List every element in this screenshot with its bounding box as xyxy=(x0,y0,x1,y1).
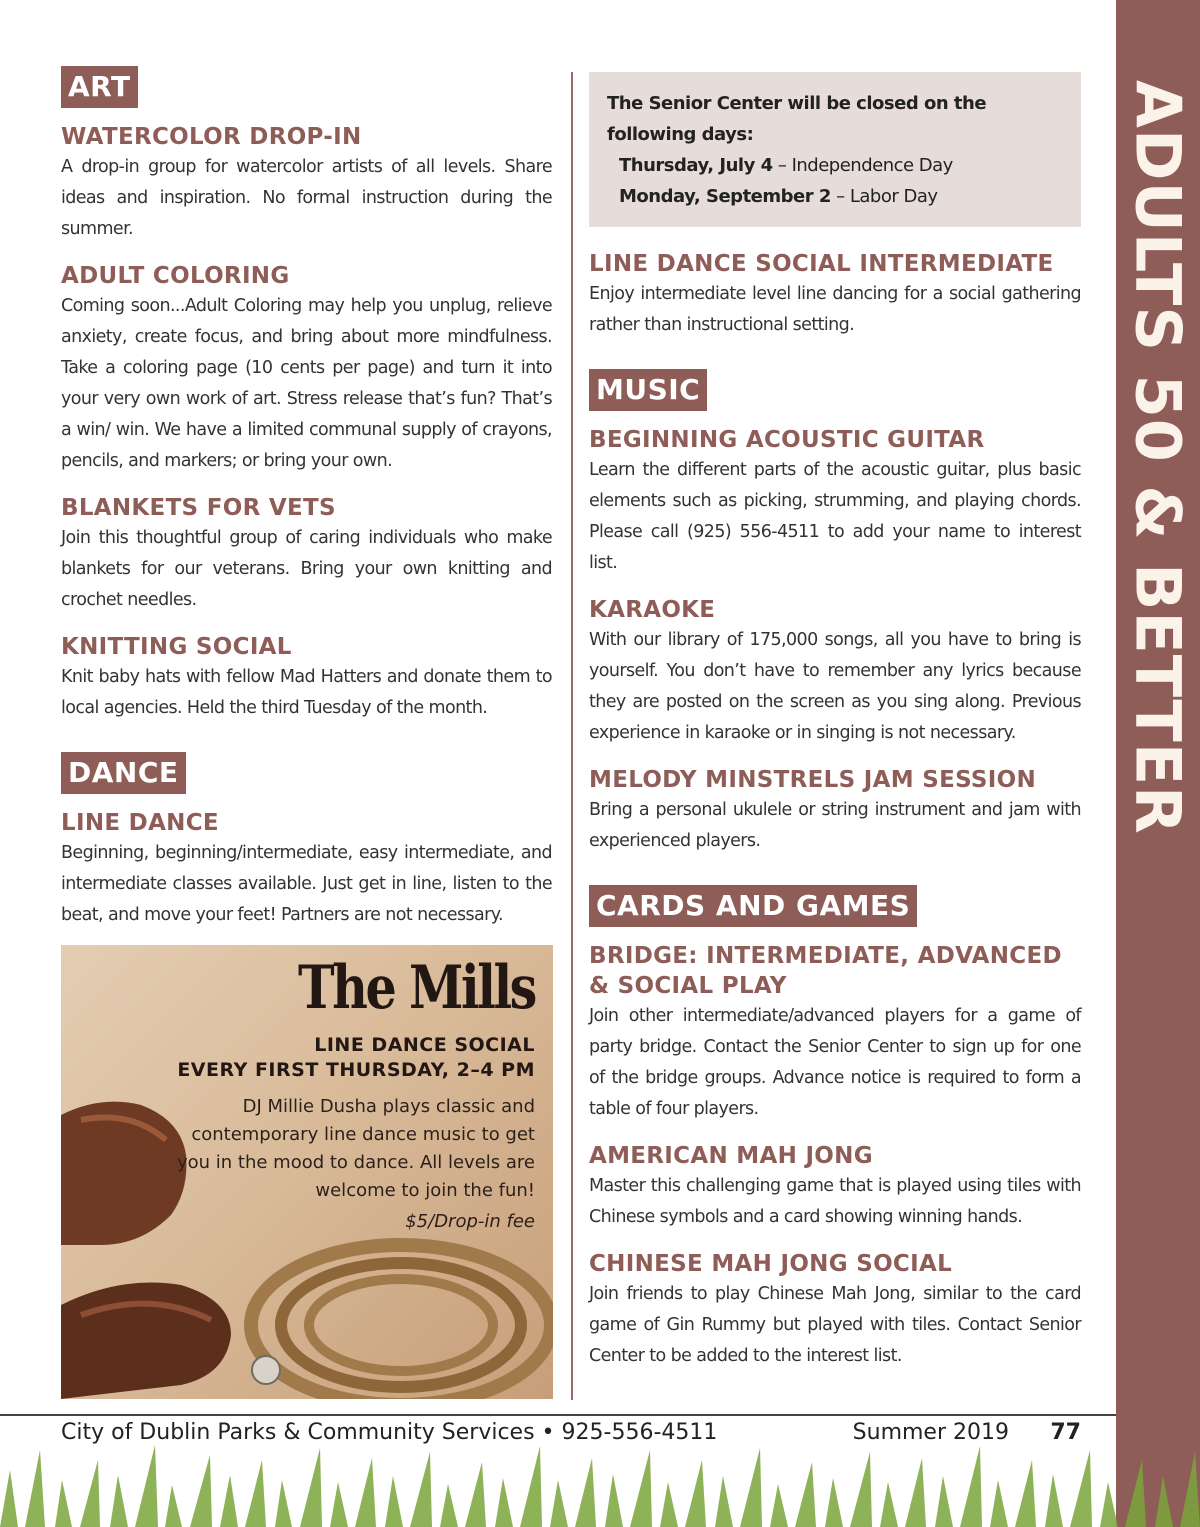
text-guitar: Learn the different parts of the acoustic guitar, plus basic elements such as picking, strumming, and playing chords. Please call (925) 556-4511 to add your name to interest list. xyxy=(589,460,1081,573)
page-number: 77 xyxy=(1050,1420,1081,1445)
column-divider xyxy=(571,72,573,1400)
ad-subtitle-line-2: EVERY FIRST THURSDAY, 2–4 PM xyxy=(177,1059,535,1081)
footer-rule xyxy=(0,1414,1116,1416)
section-label-art: ART xyxy=(61,66,138,108)
the-mills-ad xyxy=(61,945,553,1399)
heading-knitting: KNITTING SOCIAL xyxy=(61,634,292,660)
ad-subtitle-line-1: LINE DANCE SOCIAL xyxy=(314,1034,535,1056)
heading-chinese-mah-jong: CHINESE MAH JONG SOCIAL xyxy=(589,1251,953,1277)
notice-title: The Senior Center will be closed on the following days: xyxy=(607,93,987,145)
footer xyxy=(61,1420,1081,1452)
heading-blankets: BLANKETS FOR VETS xyxy=(61,495,336,521)
heading-adult-coloring: ADULT COLORING xyxy=(61,263,290,289)
section-label-dance: DANCE xyxy=(61,752,186,794)
text-chinese-mah-jong: Join friends to play Chinese Mah Jong, similar to the card game of Gin Rummy but played with tiles. Contact Senior Center to be added to the interest list. xyxy=(589,1284,1081,1366)
text-adult-coloring: Coming soon...Adult Coloring may help you unplug, relieve anxiety, create focus, and bring about more mindfulness. Take a coloring page (10 cents per page) and turn it into your very own work of art. Stress release that’s fun? That’s a win/ win. We have a limited communal supply of crayons, pencils, and markers; or bring your own. xyxy=(61,296,552,471)
text-line-dance-social: Enjoy intermediate level line dancing for a social gathering rather than instructional setting. xyxy=(589,284,1081,335)
heading-karaoke: KARAOKE xyxy=(589,597,716,623)
notice-date: Thursday, July 4 xyxy=(619,155,773,176)
section-label-cards: CARDS AND GAMES xyxy=(589,885,917,927)
heading-american-mah-jong: AMERICAN MAH JONG xyxy=(589,1143,873,1169)
closure-notice xyxy=(589,72,1081,227)
text-blankets: Join this thoughtful group of caring individuals who make blankets for our veterans. Bring your own knitting and crochet needles. xyxy=(61,528,552,610)
notice-event: – Labor Day xyxy=(830,186,938,207)
text-karaoke: With our library of 175,000 songs, all you have to bring is yourself. You don’t have to remember any lyrics because they are posted on the screen as you sing along. Previous experience in karaoke or in singing is not necessary. xyxy=(589,630,1081,743)
notice-line xyxy=(607,181,1061,212)
section-label-music: MUSIC xyxy=(589,369,707,411)
text-knitting: Knit baby hats with fellow Mad Hatters and donate them to local agencies. Held the third Tuesday of the month. xyxy=(61,667,552,718)
notice-date: Monday, September 2 xyxy=(619,186,831,207)
footer-organization: City of Dublin Parks & Community Services • 925-556-4511 xyxy=(61,1420,718,1445)
text-watercolor: A drop-in group for watercolor artists of all levels. Share ideas and inspiration. No formal instruction during the summer. xyxy=(61,157,552,239)
ad-fee: $5/Drop-in fee xyxy=(405,1211,535,1232)
heading-guitar: BEGINNING ACOUSTIC GUITAR xyxy=(589,427,985,453)
ad-title: The Mills xyxy=(298,953,535,1023)
heading-melody-minstrels: MELODY MINSTRELS JAM SESSION xyxy=(589,767,1037,793)
notice-event: – Independence Day xyxy=(772,155,953,176)
text-melody-minstrels: Bring a personal ukulele or string instrument and jam with experienced players. xyxy=(589,800,1081,851)
heading-line-dance-social: LINE DANCE SOCIAL INTERMEDIATE xyxy=(589,251,1054,277)
text-american-mah-jong: Master this challenging game that is played using tiles with Chinese symbols and a card showing winning hands. xyxy=(589,1176,1081,1227)
notice-line xyxy=(607,150,1061,181)
ad-description: DJ Millie Dusha plays classic and contemporary line dance music to get you in the mood to dance. All levels are welcome to join the fun! xyxy=(176,1096,535,1201)
sidebar-title: ADULTS 50 & BETTER xyxy=(1121,80,1195,835)
text-bridge: Join other intermediate/advanced players for a game of party bridge. Contact the Senior Center to sign up for one of the bridge groups. Advance notice is required to form a table of four players. xyxy=(589,1006,1081,1119)
text-line-dance: Beginning, beginning/intermediate, easy intermediate, and intermediate classes available. Just get in line, listen to the beat, and move your feet! Partners are not necessary. xyxy=(61,843,552,925)
ad-subtitle xyxy=(177,1033,535,1083)
right-column xyxy=(589,72,1081,1372)
heading-watercolor: WATERCOLOR DROP-IN xyxy=(61,124,362,150)
footer-season: Summer 2019 xyxy=(852,1420,1009,1445)
grass-decoration xyxy=(0,1440,1200,1527)
heading-line-dance: LINE DANCE xyxy=(61,810,219,836)
heading-bridge: BRIDGE: INTERMEDIATE, ADVANCED & SOCIAL PLAY xyxy=(589,943,1062,999)
left-column xyxy=(61,66,552,931)
